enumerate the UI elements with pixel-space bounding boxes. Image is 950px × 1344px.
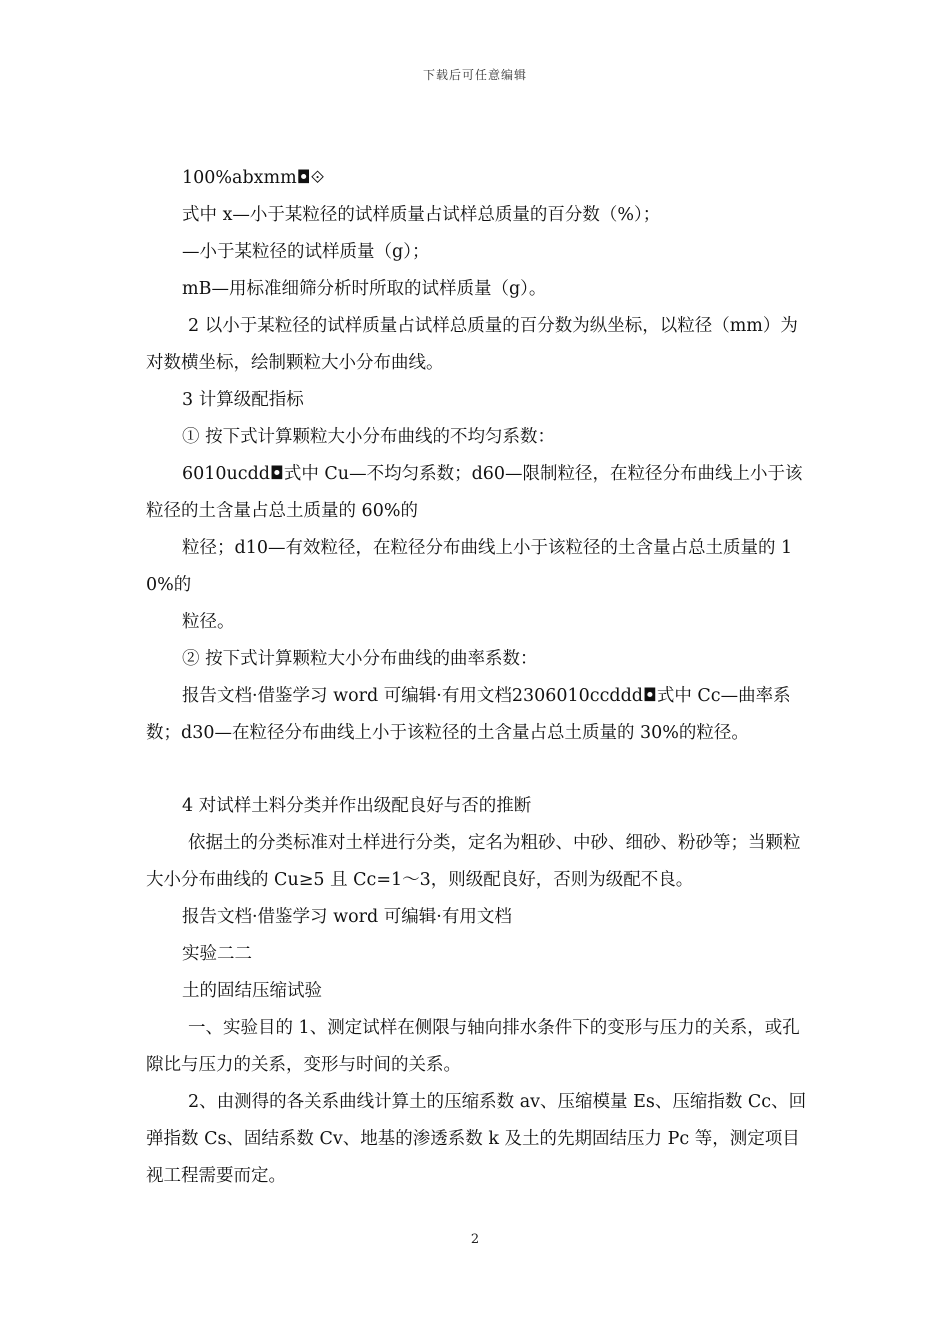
paragraph: 2、由测得的各关系曲线计算土的压缩系数 av、压缩模量 Es、压缩指数 Cc、回弹指数 Cs、固结系数 Cv、地基的渗透系数 k 及土的先期固结压力 Pc 等，测定项目视工程需要而定。 (146, 1092, 807, 1186)
paragraph: 粒径；d10—有效粒径，在粒径分布曲线上小于该粒径的土含量占总土质量的 10%的 (146, 538, 793, 595)
section-heading: 4 对试样土料分类并作出级配良好与否的推断 (182, 796, 532, 816)
paragraph: 报告文档·借鉴学习 word 可编辑·有用文档2306010ccddd◘式中 Cc—曲率系数；d30—在粒径分布曲线上小于该粒径的土含量占总土质量的 30%的粒径。 (146, 686, 791, 743)
document-body (146, 160, 808, 1195)
formula-line: 100%abxmm◘⟐ (182, 168, 325, 188)
paragraph: ① 按下式计算颗粒大小分布曲线的不均匀系数： (182, 427, 556, 447)
paragraph: —小于某粒径的试样质量（g）； (182, 242, 430, 262)
section-heading: 3 计算级配指标 (182, 390, 304, 410)
paragraph: 6010ucdd◘式中 Cu—不均匀系数；d60—限制粒径，在粒径分布曲线上小于该粒径的土含量占总土质量的 60%的 (146, 464, 803, 521)
page-header: 下载后可任意编辑 (422, 68, 527, 82)
experiment-subtitle: 土的固结压缩试验 (182, 981, 322, 1001)
experiment-title: 实验二二 (182, 944, 252, 964)
paragraph: mB—用标准细筛分析时所取的试样质量（g）。 (182, 279, 547, 299)
spacer (146, 752, 808, 788)
page-number: 2 (470, 1232, 480, 1247)
paragraph: 一、实验目的 1、测定试样在侧限与轴向排水条件下的变形与压力的关系，或孔隙比与压力的关系，变形与时间的关系。 (146, 1018, 800, 1075)
paragraph: ② 按下式计算颗粒大小分布曲线的曲率系数： (182, 649, 538, 669)
paragraph: 式中 x—小于某粒径的试样质量占试样总质量的百分数（%）； (182, 205, 661, 225)
paragraph: 依据土的分类标准对土样进行分类，定名为粗砂、中砂、细砂、粉砂等；当颗粒大小分布曲线的 Cu≥5 且 Cc=1～3，则级配良好，否则为级配不良。 (146, 833, 801, 890)
paragraph: 2 以小于某粒径的试样质量占试样总质量的百分数为纵坐标，以粒径（mm）为对数横坐标，绘制颗粒大小分布曲线。 (146, 316, 798, 373)
paragraph: 报告文档·借鉴学习 word 可编辑·有用文档 (182, 907, 512, 927)
paragraph: 粒径。 (182, 612, 235, 632)
